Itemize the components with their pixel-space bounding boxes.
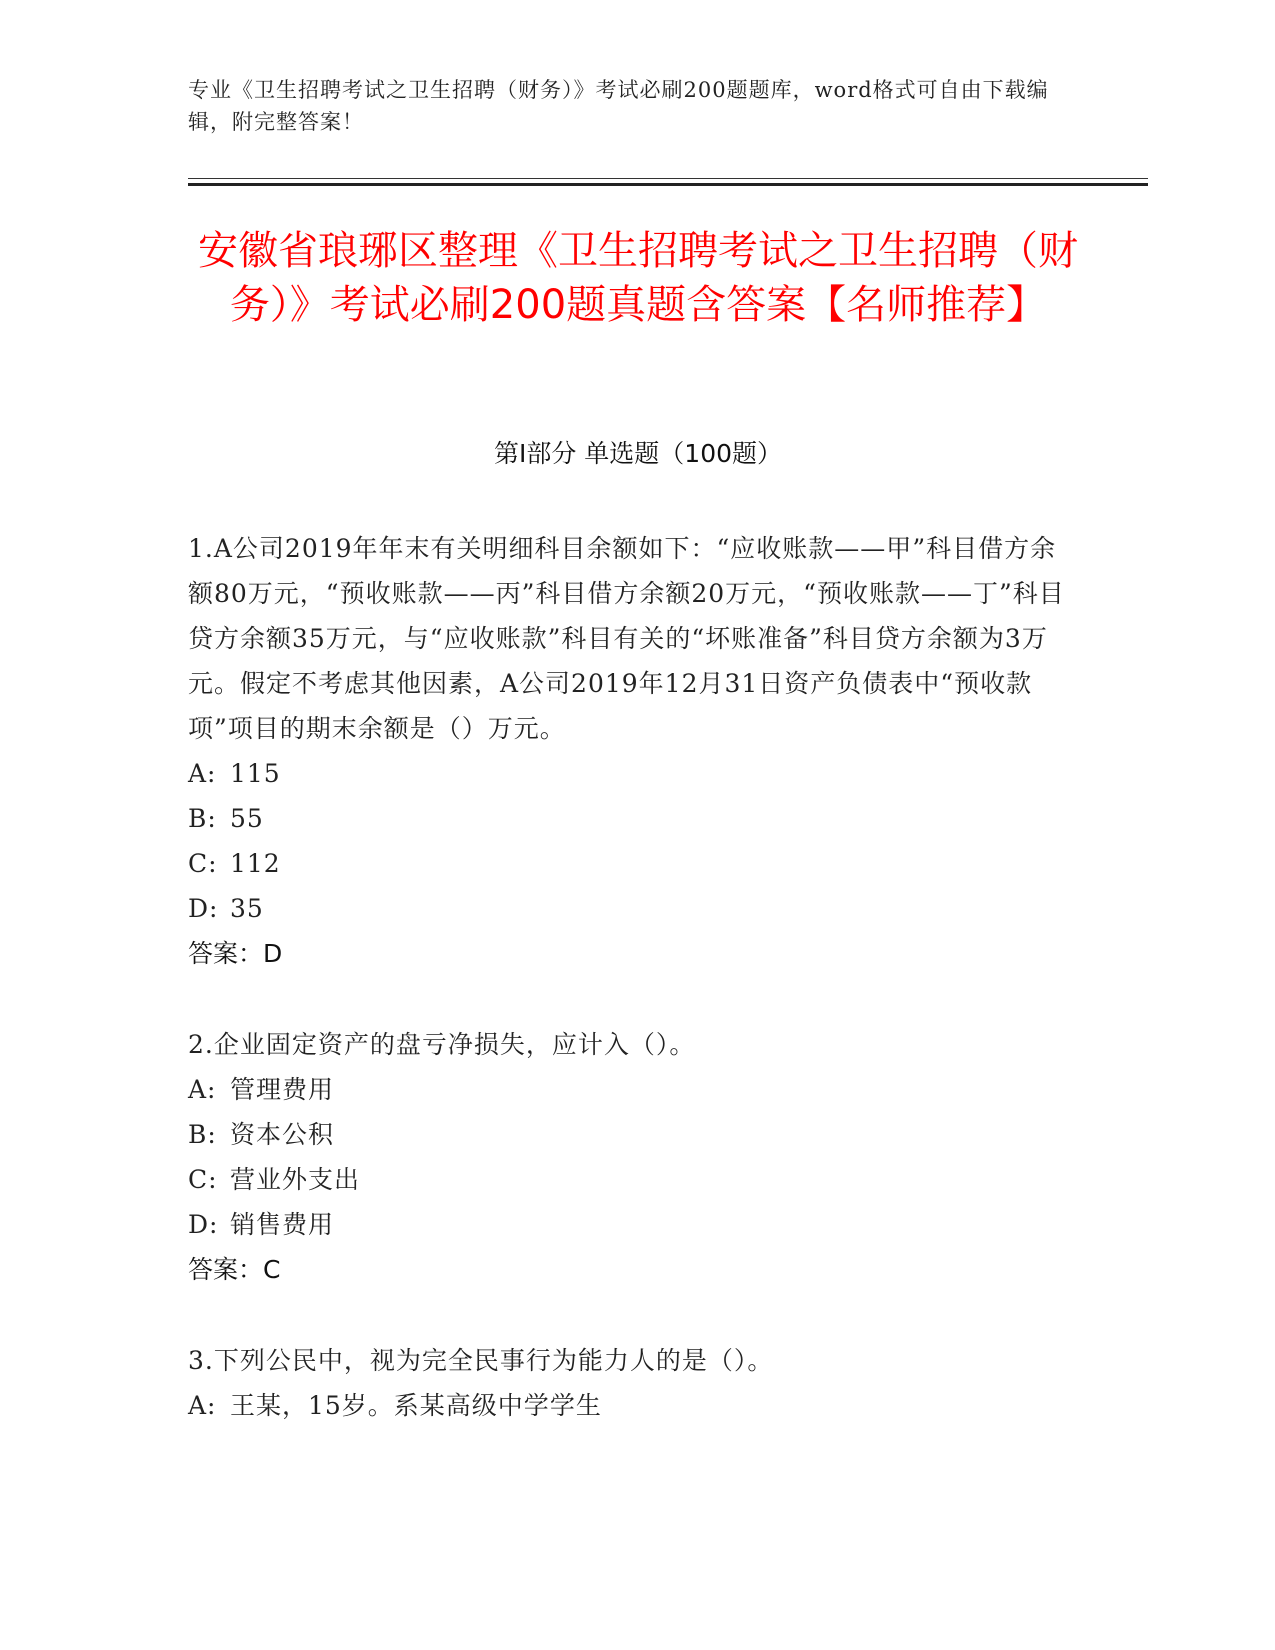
question-1 bbox=[188, 526, 1068, 976]
option-key: A: bbox=[188, 759, 217, 788]
option-text: 35 bbox=[230, 894, 264, 923]
option-c bbox=[188, 1157, 1068, 1202]
option-key: B: bbox=[188, 1120, 217, 1149]
option-b bbox=[188, 796, 1068, 841]
header-divider-thick bbox=[188, 183, 1148, 186]
option-key: B: bbox=[188, 804, 217, 833]
header-note: 专业《卫生招聘考试之卫生招聘（财务）》考试必刷200题题库，word格式可自由下载编辑，附完整答案！ bbox=[188, 78, 1049, 134]
option-d bbox=[188, 886, 1068, 931]
option-text: 王某，15岁。系某高级中学学生 bbox=[230, 1391, 602, 1420]
question-2 bbox=[188, 1022, 1068, 1292]
question-text: 2.企业固定资产的盘亏净损失，应计入（）。 bbox=[188, 1030, 696, 1059]
header-divider-thin bbox=[188, 178, 1148, 179]
option-key: A: bbox=[188, 1391, 217, 1420]
option-text: 管理费用 bbox=[230, 1075, 335, 1104]
option-a bbox=[188, 1067, 1068, 1112]
option-d bbox=[188, 1202, 1068, 1247]
option-text: 资本公积 bbox=[230, 1120, 335, 1149]
option-key: D: bbox=[188, 894, 219, 923]
option-text: 112 bbox=[230, 849, 281, 878]
option-text: 营业外支出 bbox=[230, 1165, 361, 1194]
option-text: 销售费用 bbox=[230, 1210, 335, 1239]
question-list bbox=[188, 526, 1068, 1474]
question-3 bbox=[188, 1338, 1068, 1428]
option-text: 55 bbox=[230, 804, 264, 833]
section-title: 第Ⅰ部分 单选题（100题） bbox=[493, 439, 783, 468]
option-key: D: bbox=[188, 1210, 219, 1239]
option-text: 115 bbox=[230, 759, 281, 788]
answer-label: 答案：D bbox=[188, 939, 283, 968]
option-a bbox=[188, 751, 1068, 796]
option-a bbox=[188, 1383, 1068, 1428]
document-title: 安徽省琅琊区整理《卫生招聘考试之卫生招聘（财务）》考试必刷200题真题含答案【名师推荐】 bbox=[198, 228, 1078, 328]
option-key: A: bbox=[188, 1075, 217, 1104]
option-key: C: bbox=[188, 849, 218, 878]
option-b bbox=[188, 1112, 1068, 1157]
option-key: C: bbox=[188, 1165, 218, 1194]
option-c bbox=[188, 841, 1068, 886]
answer-label: 答案：C bbox=[188, 1255, 281, 1284]
question-text: 1.A公司2019年年末有关明细科目余额如下：“应收账款——甲”科目借方余额80万元，“预收账款——丙”科目借方余额20万元，“预收账款——丁”科目贷方余额35万元，与“应收账款”科目有关的“坏账准备”科目贷方余额为3万元。假定不考虑其他因素，A公司2019年12月31日资产负债表中“预收款项”项目的期末余额是（）万元。 bbox=[188, 534, 1065, 743]
question-text: 3.下列公民中，视为完全民事行为能力人的是（）。 bbox=[188, 1346, 774, 1375]
